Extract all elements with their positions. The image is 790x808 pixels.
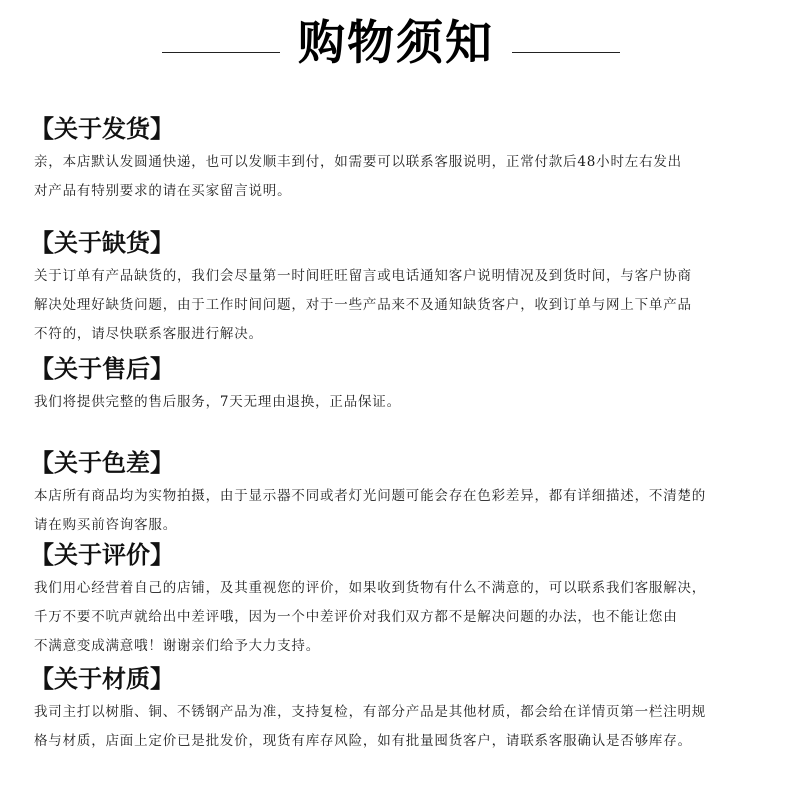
page-header [0, 14, 790, 84]
section-out-of-stock [30, 228, 775, 349]
section-heading: 【关于评价】 [30, 540, 174, 569]
section-body [34, 482, 775, 540]
section-text-line: 我们将提供完整的售后服务，7天无理由退换，正品保证。 [34, 394, 401, 410]
section-heading: 【关于材质】 [30, 664, 174, 693]
section-text-line: 请在购买前咨询客服。 [34, 517, 177, 533]
section-text-line: 不满意变成满意哦！谢谢亲们给予大力支持。 [34, 638, 320, 654]
section-text-line: 关于订单有产品缺货的，我们会尽量第一时间旺旺留言或电话通知客户说明情况及到货时间，与客户协商 [34, 268, 692, 284]
section-heading: 【关于售后】 [30, 354, 174, 383]
section-text-line: 格与材质，店面上定价已是批发价，现货有库存风险，如有批量囤货客户，请联系客服确认是否够库存。 [34, 733, 692, 749]
section-body [34, 698, 775, 756]
section-text-line: 我司主打以树脂、铜、不锈钢产品为准，支持复检，有部分产品是其他材质，都会给在详情页第一栏注明规 [34, 704, 707, 720]
section-text-line: 不符的，请尽快联系客服进行解决。 [34, 326, 263, 342]
section-text-line: 解决处理好缺货问题，由于工作时间问题，对于一些产品来不及通知缺货客户，收到订单与网上下单产品 [34, 297, 692, 313]
section-color-difference [30, 448, 775, 540]
section-body [34, 574, 775, 661]
section-body [34, 388, 775, 417]
section-heading: 【关于色差】 [30, 448, 174, 477]
title-divider-right [512, 52, 620, 53]
section-text-line: 对产品有特别要求的请在买家留言说明。 [34, 183, 292, 199]
section-heading: 【关于缺货】 [30, 228, 174, 257]
section-body [34, 262, 775, 349]
section-heading: 【关于发货】 [30, 114, 174, 143]
section-materials [30, 664, 775, 756]
section-text-line: 亲，本店默认发圆通快递，也可以发顺丰到付，如需要可以联系客服说明，正常付款后48小时左右发出 [34, 154, 682, 170]
section-after-sales [30, 354, 775, 417]
section-text-line: 我们用心经营着自己的店铺，及其重视您的评价，如果收到货物有什么不满意的，可以联系我们客服解决， [34, 580, 707, 596]
section-reviews [30, 540, 775, 661]
title-divider-left [162, 52, 280, 53]
section-body [34, 148, 775, 206]
page-title: 购物须知 [298, 16, 494, 71]
section-text-line: 本店所有商品均为实物拍摄，由于显示器不同或者灯光问题可能会存在色彩差异，都有详细描述，不清楚的 [34, 488, 707, 504]
section-text-line: 千万不要不吭声就给出中差评哦，因为一个中差评价对我们双方都不是解决问题的办法，也不能让您由 [34, 609, 678, 625]
section-shipping [30, 114, 775, 206]
